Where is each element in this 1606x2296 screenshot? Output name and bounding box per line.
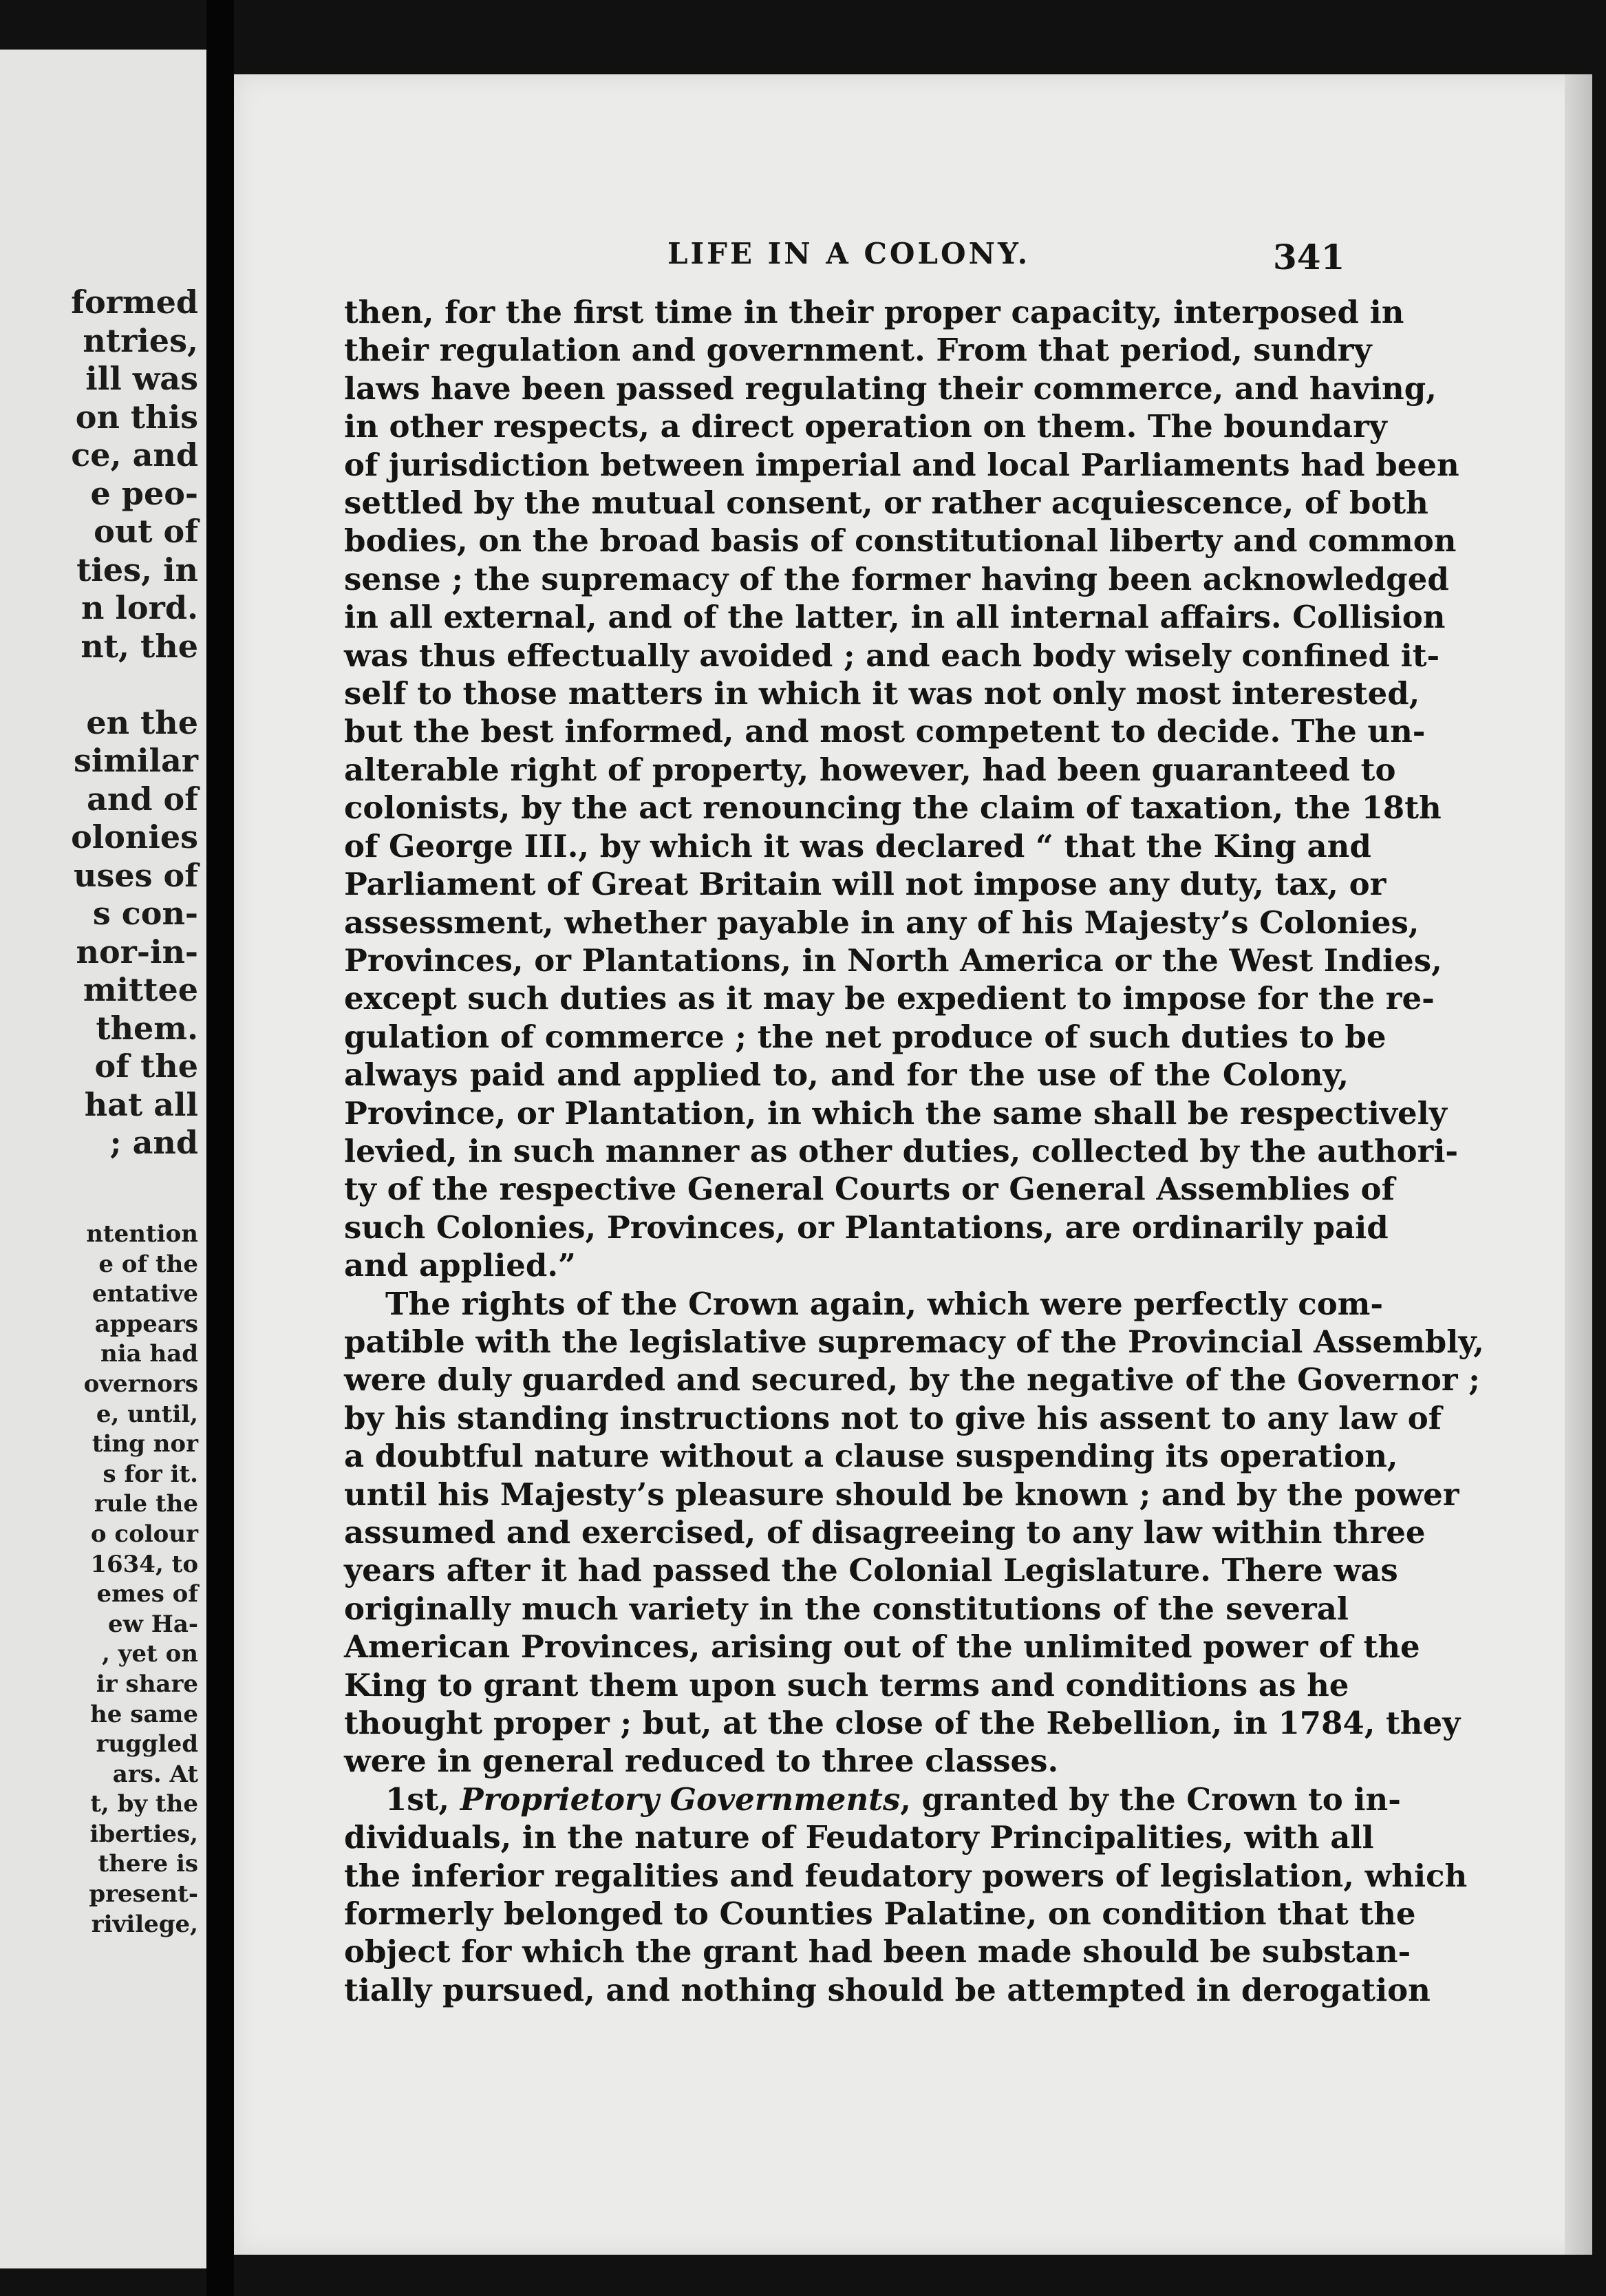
left-page-line: of the <box>94 1048 198 1085</box>
text-line: except such duties as it may be expedient to impose for the re- <box>344 980 1435 1017</box>
text-line: and applied.” <box>344 1247 576 1284</box>
left-page-lower-column <box>84 1220 198 1939</box>
text-line: laws have been passed regulating their commerce, and having, <box>344 370 1437 407</box>
text-line: a doubtful nature without a clause suspending its operation, <box>344 1438 1398 1475</box>
text-line: always paid and applied to, and for the use of the Colony, <box>344 1056 1349 1094</box>
text-line: ty of the respective General Courts or General Assemblies of <box>344 1171 1395 1208</box>
text-line: in all external, and of the latter, in all internal affairs. Collision <box>344 599 1446 636</box>
left-page-line: formed <box>71 284 198 321</box>
text-line: gulation of commerce ; the net produce of such duties to be <box>344 1018 1386 1055</box>
left-page-line: ting nor <box>92 1430 198 1458</box>
text-line: until his Majesty’s pleasure should be known ; and by the power <box>344 1476 1459 1513</box>
left-page-line: and of <box>87 780 198 818</box>
left-page-line: s for it. <box>103 1460 198 1488</box>
left-page-line: appears <box>94 1310 198 1338</box>
left-page-line: hat all <box>84 1085 198 1123</box>
text-line: self to those matters in which it was not only most interested, <box>344 675 1420 712</box>
text-line: dividuals, in the nature of Feudatory Principalities, with all <box>344 1819 1374 1856</box>
text-line: their regulation and government. From that period, sundry <box>344 332 1372 369</box>
left-page-line: emes of <box>96 1580 198 1608</box>
text-line: of jurisdiction between imperial and local Parliaments had been <box>344 446 1459 483</box>
left-page-line: ruggled <box>96 1730 198 1758</box>
left-page-line: ars. At <box>112 1760 198 1788</box>
left-page-line: ew Ha- <box>107 1610 198 1638</box>
text-line: King to grant them upon such terms and conditions as he <box>344 1666 1349 1703</box>
left-page-line: on this <box>75 398 198 436</box>
left-page-line: e peo- <box>90 474 198 512</box>
left-page-line: nia had <box>100 1340 198 1368</box>
running-header <box>234 237 1592 285</box>
right-page <box>234 74 1592 2255</box>
text-line: such Colonies, Provinces, or Plantations, are ordinarily paid <box>344 1209 1389 1246</box>
left-page-line: entative <box>92 1280 198 1308</box>
text-line: formerly belonged to Counties Palatine, on condition that the <box>344 1895 1416 1933</box>
left-page-line: iberties, <box>89 1820 198 1848</box>
text-line: object for which the grant had been made should be substan- <box>344 1933 1411 1970</box>
text-line: was thus effectually avoided ; and each body wisely confined it- <box>344 637 1440 674</box>
left-page-line: nt, the <box>81 627 198 665</box>
left-page-line: similar <box>73 742 198 779</box>
book-gutter <box>206 0 234 2296</box>
left-page-line: overnors <box>83 1370 198 1398</box>
left-page-line: nor-in- <box>76 933 198 970</box>
text-line: colonists, by the act renouncing the claim of taxation, the 18th <box>344 789 1442 827</box>
text-line: sense ; the supremacy of the former having been acknowledged <box>344 560 1449 597</box>
text-line: were in general reduced to three classes. <box>344 1743 1059 1780</box>
text-line: Parliament of Great Britain will not impose any duty, tax, or <box>344 866 1386 903</box>
left-page-line: e, until, <box>96 1400 198 1428</box>
left-page-fragment <box>0 50 206 2268</box>
left-page-line: he same <box>90 1700 198 1728</box>
text-line: assumed and exercised, of disagreeing to any law within three <box>344 1514 1426 1551</box>
text-line: the inferior regalities and feudatory powers of legislation, which <box>344 1857 1468 1894</box>
text-line: of George III., by which it was declared “ that the King and <box>344 827 1371 864</box>
text-line: but the best informed, and most competent to decide. The un- <box>344 713 1426 750</box>
text-line: bodies, on the broad basis of constitutional liberty and common <box>344 522 1457 560</box>
left-page-line: them. <box>96 1009 198 1047</box>
text-line: Provinces, or Plantations, in North America or the West Indies, <box>344 942 1442 979</box>
text-line: originally much variety in the constitutions of the several <box>344 1590 1349 1627</box>
left-page-line: ir share <box>96 1670 198 1698</box>
text-line: assessment, whether payable in any of his Majesty’s Colonies, <box>344 904 1420 941</box>
left-page-line: o colour <box>90 1520 198 1548</box>
left-page-line: ties, in <box>76 551 198 588</box>
text-line: then, for the first time in their proper capacity, interposed in <box>344 294 1404 330</box>
text-line: tially pursued, and nothing should be attempted in derogation <box>344 1971 1431 2008</box>
left-page-line: ntention <box>86 1220 198 1248</box>
left-page-line: , yet on <box>101 1640 198 1668</box>
para-rest: , granted by the Crown to in- <box>900 1781 1401 1818</box>
text-line: thought proper ; but, at the close of the Rebellion, in 1784, they <box>344 1705 1461 1742</box>
left-page-line: rivilege, <box>91 1910 198 1938</box>
left-page-line: ntries, <box>83 321 198 359</box>
left-page-line: there is <box>98 1850 198 1878</box>
left-page-line: ce, and <box>71 436 198 474</box>
page-edge <box>1565 74 1592 2255</box>
left-page-line: olonies <box>71 818 198 855</box>
text-line: settled by the mutual consent, or rather acquiescence, of both <box>344 485 1428 522</box>
text-line: The rights of the Crown again, which were perfectly com- <box>385 1285 1383 1322</box>
left-page-line: uses of <box>74 856 198 894</box>
text-line: patible with the legislative supremacy of the Provincial Assembly, <box>344 1323 1484 1360</box>
left-page-line: ; and <box>109 1124 198 1161</box>
left-page-line: t, by the <box>90 1790 198 1818</box>
para3-lines <box>344 1818 1468 2009</box>
text-line: alterable right of property, however, had been guaranteed to <box>344 751 1396 788</box>
page-number: 341 <box>1273 237 1345 277</box>
text-line: by his standing instructions not to give his assent to any law of <box>344 1399 1442 1436</box>
left-page-line: en the <box>86 703 198 741</box>
left-page-line: ill was <box>85 360 198 397</box>
body-text <box>344 293 1484 2009</box>
left-page-upper-column <box>71 284 198 1162</box>
running-title: LIFE IN A COLONY. <box>667 237 1031 270</box>
text-line: in other respects, a direct operation on them. The boundary <box>344 408 1387 445</box>
text-line: years after it had passed the Colonial Legislature. There was <box>344 1552 1398 1589</box>
left-page-line: rule the <box>94 1490 198 1518</box>
text-line: American Provinces, arising out of the unlimited power of the <box>344 1628 1420 1666</box>
left-page-line: n lord. <box>81 589 198 626</box>
left-page-line: e of the <box>98 1250 198 1278</box>
text-line: were duly guarded and secured, by the negative of the Governor ; <box>344 1361 1480 1399</box>
para-start: 1st, <box>385 1781 460 1818</box>
left-page-line: present- <box>89 1880 198 1909</box>
left-page-line: out of <box>94 513 198 550</box>
paragraph-start-line <box>344 1781 1401 1818</box>
body-lines <box>344 293 1484 1781</box>
left-page-line <box>71 666 198 704</box>
text-line: Province, or Plantation, in which the same shall be respectively <box>344 1094 1447 1131</box>
text-line: levied, in such manner as other duties, collected by the authori- <box>344 1132 1459 1169</box>
left-page-line: mittee <box>83 971 198 1008</box>
left-page-line: 1634, to <box>90 1550 198 1578</box>
italic-term: Proprietory Governments <box>460 1781 901 1818</box>
left-page-line: s con- <box>92 895 198 932</box>
